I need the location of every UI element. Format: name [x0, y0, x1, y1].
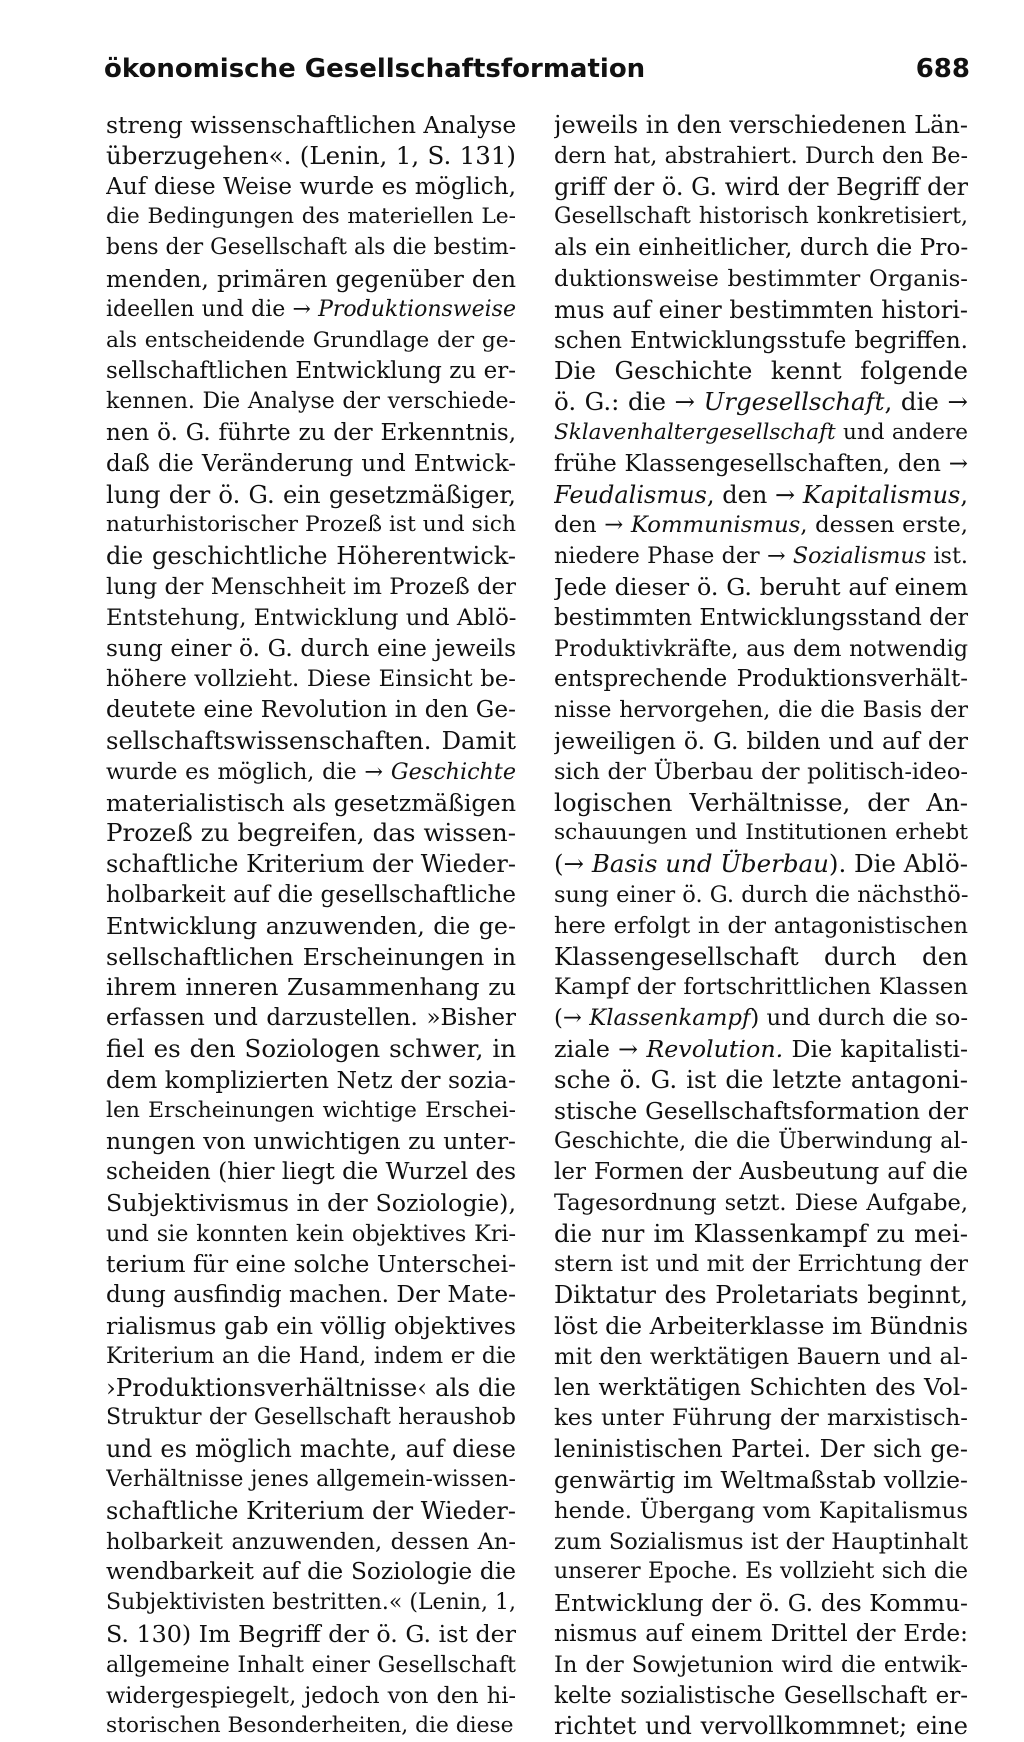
text-line [554, 202, 968, 233]
text-run: len werktätigen Schichten des Vol- [554, 1373, 968, 1401]
text-run: Produktivkräfte, aus dem notwendig [554, 635, 968, 662]
cross-reference-term: Revolution. [646, 1034, 784, 1063]
text-run: die Bedingungen des materiellen Le- [106, 204, 516, 230]
text-line [106, 880, 516, 911]
text-line [106, 603, 516, 634]
text-line [554, 757, 968, 788]
running-head-title: ökonomische Gesellschaftsformation [104, 54, 646, 84]
text-line [106, 449, 516, 480]
text-line [106, 849, 516, 880]
text-line [554, 480, 968, 511]
text-run: (→ [554, 1005, 590, 1032]
text-run: wendbarkeit auf die Soziologie die [106, 1558, 516, 1586]
text-run: Klassengesellschaft durch den [554, 941, 968, 971]
text-line [554, 356, 968, 387]
text-line [106, 295, 516, 326]
text-run: und andere [835, 419, 968, 445]
text-line [554, 264, 968, 295]
text-run: den → [554, 512, 631, 539]
text-line [106, 726, 516, 757]
text-line [106, 510, 516, 541]
text-line [554, 880, 968, 911]
text-line [106, 1034, 516, 1065]
text-run: höhere vollzieht. Diese Einsicht be- [106, 666, 516, 693]
text-line [554, 1034, 968, 1065]
text-line [554, 1065, 968, 1096]
cross-reference-term: Produktionsweise [318, 296, 516, 322]
text-run: richtet und vervollkommnet; eine [554, 1711, 968, 1741]
text-run: erfassen und darzustellen. »Bisher [106, 1005, 516, 1032]
text-run: unserer Epoche. Es vollzieht sich die [554, 1559, 968, 1585]
text-run: und sie konnten kein objektives Kri- [106, 1220, 516, 1247]
text-run: widergespiegelt, jedoch von den hi- [106, 1682, 516, 1709]
text-run: Die kapitalisti- [783, 1034, 968, 1063]
text-run: genwärtig im Weltmaßstab vollzie- [554, 1466, 968, 1495]
text-run: Kampf der fortschrittlichen Klassen [554, 974, 968, 1001]
text-line [554, 603, 968, 634]
text-line [106, 664, 516, 695]
text-line [106, 634, 516, 665]
text-run: Subjektivismus in der Soziologie), [106, 1188, 516, 1217]
text-run: zum Sozialismus ist der Hauptinhalt [554, 1528, 968, 1555]
text-run: jeweils in den verschiedenen Län- [554, 111, 968, 139]
text-line [554, 1496, 968, 1527]
text-line [106, 1681, 516, 1712]
text-run: ) und durch die so- [750, 1005, 968, 1032]
text-line [554, 1249, 968, 1280]
text-line [554, 1157, 968, 1188]
text-run: duktionsweise bestimmter Organis- [554, 265, 968, 292]
text-line [106, 1003, 516, 1034]
text-run: allgemeine Inhalt einer Gesellschaft [106, 1651, 516, 1678]
text-run: stische Gesellschaftsformation der [554, 1096, 968, 1125]
text-run: schaftliche Kriterium der Wieder- [106, 1496, 516, 1525]
text-run: dung ausfindig machen. Der Mate- [106, 1281, 516, 1309]
text-line [554, 1096, 968, 1127]
text-line [554, 449, 968, 480]
text-run: here erfolgt in der antagonistischen [554, 912, 968, 939]
text-run: (→ [554, 849, 592, 879]
text-line [554, 726, 968, 757]
text-line [106, 356, 516, 387]
text-line [106, 326, 516, 357]
text-line [106, 818, 516, 849]
text-line [554, 326, 968, 357]
text-run: , den → [706, 480, 803, 509]
text-run: Tagesordnung setzt. Diese Aufgabe, [554, 1189, 968, 1216]
text-line [554, 634, 968, 665]
text-line [554, 172, 968, 203]
text-run: S. 130) Im Begriff der ö. G. ist der [106, 1620, 516, 1649]
text-line [106, 480, 516, 511]
text-run: ›Produktionsverhältnisse‹ als die [106, 1372, 516, 1402]
text-run: die geschichtliche Höherentwick- [106, 542, 516, 571]
text-line [106, 387, 516, 418]
text-run: schaftliche Kriterium der Wieder- [106, 850, 516, 879]
text-run: ). Die Ablö- [828, 849, 968, 879]
text-run: , dessen erste, [800, 512, 968, 539]
text-run: frühe Klassengesellschaften, den → [554, 450, 968, 477]
text-run: Verhältnisse jenes allgemein-wissen- [106, 1467, 516, 1493]
text-line [106, 1280, 516, 1311]
text-line [106, 141, 516, 172]
text-line [106, 1342, 516, 1373]
text-run: Diktatur des Proletariats beginnt, [554, 1281, 968, 1310]
text-line [554, 1527, 968, 1558]
text-run: logischen Verhältnisse, der An- [554, 787, 968, 817]
text-run: ideellen und die → [106, 296, 319, 322]
text-line [554, 849, 968, 880]
cross-reference-term: Sklavenhaltergesellschaft [554, 419, 836, 445]
text-run: sche ö. G. ist die letzte antagoni- [554, 1064, 968, 1094]
text-line [554, 664, 968, 695]
text-run: als entscheidende Grundlage der ge- [106, 327, 516, 353]
text-run: Jede dieser ö. G. beruht auf einem [554, 572, 968, 601]
text-line [554, 911, 968, 942]
text-run: holbarkeit anzuwenden, dessen An- [106, 1528, 516, 1555]
text-line [554, 695, 968, 726]
text-run: daß die Veränderung und Entwick- [106, 450, 516, 477]
text-run: fiel es den Soziologen schwer, in [106, 1033, 516, 1063]
text-run: wurde es möglich, die → [106, 758, 391, 785]
text-line [554, 233, 968, 264]
text-line [106, 1219, 516, 1250]
text-run: jeweiligen ö. G. bilden und auf der [554, 726, 968, 755]
text-line [554, 295, 968, 326]
text-line [106, 1188, 516, 1219]
text-run: ö. G.: die → [554, 387, 704, 417]
text-run: und es möglich machte, auf diese [106, 1435, 516, 1464]
page-header [104, 54, 970, 94]
text-run: entsprechende Produktionsverhält- [554, 666, 968, 693]
text-run: kelte sozialistische Gesellschaft er- [554, 1682, 968, 1709]
cross-reference-term: Kapitalismus [802, 480, 961, 509]
text-run: als ein einheitlicher, durch die Pro- [554, 234, 968, 262]
text-line [554, 418, 968, 449]
text-line [554, 1650, 968, 1681]
text-line [106, 202, 516, 233]
text-run: , [960, 480, 968, 509]
text-line [554, 1280, 968, 1311]
text-line [554, 1681, 968, 1712]
text-run: In der Sowjetunion wird die entwik- [554, 1651, 968, 1678]
text-run: materialistisch als gesetzmäßigen [106, 788, 516, 817]
text-line [106, 172, 516, 203]
cross-reference-term: Basis und Überbau [591, 849, 829, 879]
text-line [554, 1619, 968, 1650]
text-run: Prozeß zu begreifen, das wissen- [106, 818, 516, 848]
text-run: Gesellschaft historisch konkretisiert, [554, 204, 968, 230]
text-run: mit den werktätigen Bauern und al- [554, 1343, 968, 1370]
text-line [106, 1619, 516, 1650]
text-run: schauungen und Institutionen erhebt [554, 820, 968, 846]
text-line [106, 1496, 516, 1527]
text-line [554, 387, 968, 418]
text-run: kennen. Die Analyse der verschiede- [106, 389, 516, 415]
text-run: sung einer ö. G. durch die nächsthö- [554, 881, 968, 908]
text-run: bens der Gesellschaft als die bestim- [106, 235, 516, 261]
text-run: Geschichte, die die Überwindung al- [554, 1128, 968, 1155]
text-run: Entstehung, Entwicklung und Ablö- [106, 604, 516, 631]
text-line [106, 1096, 516, 1127]
text-run: nungen von unwichtigen zu unter- [106, 1127, 516, 1156]
text-run: scheiden (hier liegt die Wurzel des [106, 1158, 516, 1186]
text-run: lung der Menschheit im Prozeß der [106, 573, 516, 600]
text-run: nisse hervorgehen, die die Basis der [554, 697, 968, 724]
text-line [106, 911, 516, 942]
cross-reference-term: Sozialismus [792, 543, 927, 570]
text-line [106, 695, 516, 726]
cross-reference-term: Kommunismus [630, 512, 801, 539]
text-run: rialismus gab ein völlig objektives [106, 1312, 516, 1341]
text-line [106, 1126, 516, 1157]
text-run: streng wissenschaftlichen Analyse [106, 111, 516, 139]
text-line [554, 1342, 968, 1373]
text-run: holbarkeit auf die gesellschaftliche [106, 881, 516, 908]
text-line [554, 942, 968, 973]
text-line [554, 110, 968, 141]
text-run: ihrem inneren Zusammenhang zu [106, 973, 516, 1002]
text-run: die nur im Klassenkampf zu mei- [554, 1218, 968, 1248]
text-line [106, 233, 516, 264]
text-line [554, 1434, 968, 1465]
text-line [554, 1311, 968, 1342]
text-run: griff der ö. G. wird der Begriff der [554, 172, 968, 201]
text-line [106, 972, 516, 1003]
text-line [554, 541, 968, 572]
text-run: sung einer ö. G. durch eine jeweils [106, 634, 516, 662]
text-line [106, 418, 516, 449]
text-line [554, 1403, 968, 1434]
text-line [554, 141, 968, 172]
text-line [106, 1527, 516, 1558]
cross-reference-term: Geschichte [390, 758, 516, 785]
text-run: ziale → [554, 1034, 647, 1063]
text-line [554, 818, 968, 849]
text-line [554, 572, 968, 603]
text-run: überzugehen«. (Lenin, 1, S. 131) [106, 140, 516, 170]
text-run: niedere Phase der → [554, 543, 793, 570]
text-line [106, 757, 516, 788]
text-run: mus auf einer bestimmten histori- [554, 295, 968, 324]
text-run: storischen Besonderheiten, die diese [106, 1713, 514, 1739]
text-run: Entwicklung der ö. G. des Kommu- [554, 1589, 968, 1618]
text-line [554, 788, 968, 819]
text-line [554, 510, 968, 541]
cross-reference-term: Feudalismus [554, 480, 707, 509]
text-run: stern ist und mit der Errichtung der [554, 1251, 968, 1278]
text-line [554, 1188, 968, 1219]
text-line [554, 1588, 968, 1619]
text-run: naturhistorischer Prozeß ist und sich [106, 512, 516, 538]
page-number: 688 [915, 54, 970, 84]
text-run: dern hat, abstrahiert. Durch den Be- [554, 142, 968, 169]
text-run: len Erscheinungen wichtige Erschei- [106, 1097, 516, 1123]
text-line [106, 1403, 516, 1434]
text-line [106, 942, 516, 973]
text-line [106, 1157, 516, 1188]
text-line [106, 1373, 516, 1404]
text-line [106, 264, 516, 295]
text-line [554, 1557, 968, 1588]
text-run: kes unter Führung der marxistisch- [554, 1405, 968, 1432]
text-run: löst die Arbeiterklasse im Bündnis [554, 1312, 968, 1341]
text-line [554, 1126, 968, 1157]
text-run: menden, primären gegenüber den [106, 264, 516, 293]
left-text-column [106, 110, 516, 1742]
text-line [554, 972, 968, 1003]
text-line [106, 1557, 516, 1588]
text-run: Entwicklung anzuwenden, die ge- [106, 911, 516, 940]
text-run: sich der Überbau der politisch-ideo- [554, 758, 968, 785]
text-line [106, 110, 516, 141]
text-line [106, 1249, 516, 1280]
text-line [554, 1003, 968, 1034]
text-run: leninistischen Partei. Der sich ge- [554, 1435, 968, 1464]
cross-reference-term: Klassenkampf [589, 1005, 751, 1032]
text-run: sellschaftswissenschaften. Damit [106, 725, 516, 755]
text-run: lung der ö. G. ein gesetzmäßiger, [106, 479, 516, 509]
text-run: terium für eine solche Unterschei- [106, 1250, 516, 1279]
text-line [554, 1219, 968, 1250]
text-run: nismus auf einem Drittel der Erde: [554, 1620, 968, 1648]
text-line [106, 788, 516, 819]
text-line [554, 1711, 968, 1742]
text-run: schen Entwicklungsstufe begriffen. [554, 327, 968, 354]
cross-reference-term: Urgesellschaft [703, 387, 885, 417]
text-line [106, 572, 516, 603]
text-line [106, 1588, 516, 1619]
text-run: Struktur der Gesellschaft heraushob [106, 1405, 516, 1431]
text-run: ler Formen der Ausbeutung auf die [554, 1159, 968, 1186]
text-run: ist. [926, 543, 968, 570]
text-run: Subjektivisten bestritten.« (Lenin, 1, [106, 1590, 516, 1616]
right-text-column [554, 110, 968, 1742]
text-line [554, 1373, 968, 1404]
text-run: Kriterium an die Hand, indem er die [106, 1343, 516, 1369]
text-run: sellschaftlichen Erscheinungen in [106, 942, 516, 971]
text-line [554, 1465, 968, 1496]
text-run: , die → [884, 387, 968, 417]
text-run: bestimmten Entwicklungsstand der [554, 604, 968, 631]
text-run: Die Geschichte kennt folgende [554, 356, 968, 386]
text-line [106, 1311, 516, 1342]
text-run: Auf diese Weise wurde es möglich, [106, 172, 516, 200]
text-line [106, 541, 516, 572]
text-run: dem komplizierten Netz der sozia- [106, 1065, 516, 1094]
text-line [106, 1065, 516, 1096]
text-line [106, 1465, 516, 1496]
text-run: sellschaftlichen Entwicklung zu er- [106, 358, 516, 385]
text-run: nen ö. G. führte zu der Erkenntnis, [106, 419, 516, 446]
text-line [106, 1711, 516, 1742]
text-run: hende. Übergang vom Kapitalismus [554, 1497, 968, 1524]
text-line [106, 1434, 516, 1465]
text-run: deutete eine Revolution in den Ge- [106, 696, 516, 724]
text-line [106, 1650, 516, 1681]
